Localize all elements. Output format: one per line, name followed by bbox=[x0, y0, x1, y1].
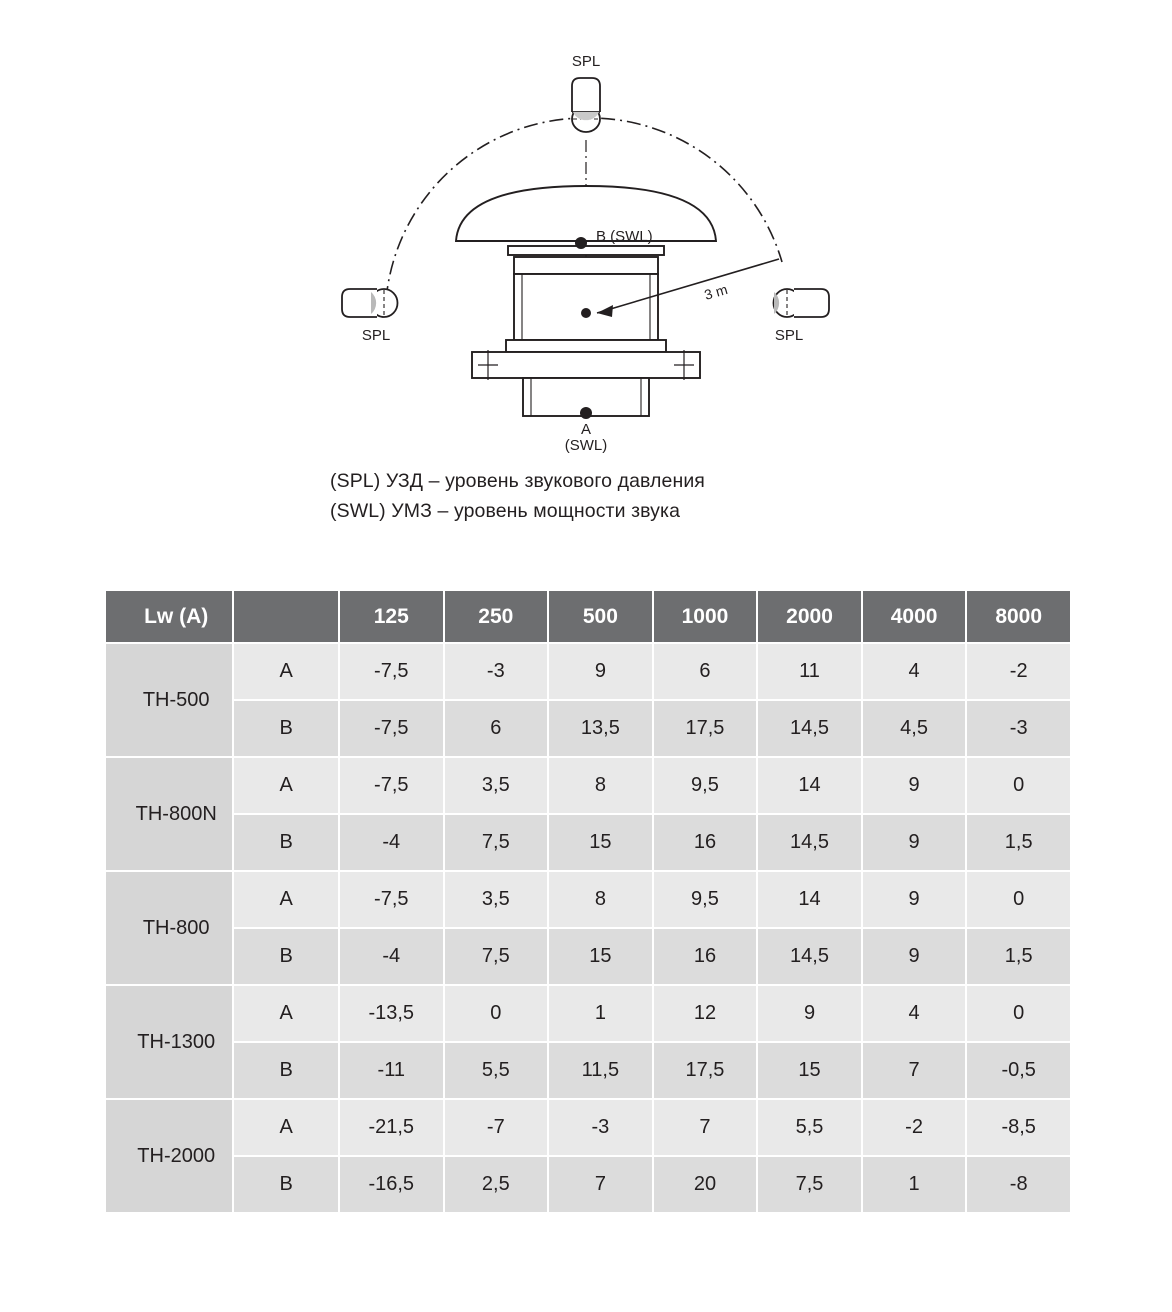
value-cell: 5,5 bbox=[445, 1043, 548, 1098]
value-cell: -8 bbox=[967, 1157, 1070, 1212]
table-row bbox=[106, 1157, 1070, 1212]
value-cell: -7,5 bbox=[340, 758, 443, 813]
value-cell: 7,5 bbox=[445, 929, 548, 984]
measure-point-cell: A bbox=[234, 644, 338, 699]
header-freq-4000: 4000 bbox=[863, 591, 966, 642]
value-cell: 14 bbox=[758, 872, 861, 927]
table-row bbox=[106, 1043, 1070, 1098]
value-cell: 9,5 bbox=[654, 758, 757, 813]
label-b-swl: B (SWL) bbox=[596, 228, 653, 245]
value-cell: -13,5 bbox=[340, 986, 443, 1041]
value-cell: 9 bbox=[863, 929, 966, 984]
measure-point-cell: B bbox=[234, 1043, 338, 1098]
value-cell: 7,5 bbox=[758, 1157, 861, 1212]
value-cell: 11,5 bbox=[549, 1043, 652, 1098]
header-lw-a: Lw (A) bbox=[106, 591, 232, 642]
value-cell: 5,5 bbox=[758, 1100, 861, 1155]
value-cell: 11 bbox=[758, 644, 861, 699]
value-cell: -7,5 bbox=[340, 644, 443, 699]
value-cell: 9 bbox=[758, 986, 861, 1041]
measure-point-cell: B bbox=[234, 929, 338, 984]
table-body bbox=[106, 644, 1070, 1212]
value-cell: 17,5 bbox=[654, 701, 757, 756]
noise-data-table bbox=[104, 589, 1072, 1214]
value-cell: -7 bbox=[445, 1100, 548, 1155]
header-freq-1000: 1000 bbox=[654, 591, 757, 642]
value-cell: 12 bbox=[654, 986, 757, 1041]
value-cell: 17,5 bbox=[654, 1043, 757, 1098]
table-row bbox=[106, 644, 1070, 699]
label-a-swl: (SWL) bbox=[564, 437, 608, 454]
model-name-cell: TH-800N bbox=[106, 758, 232, 870]
legend-line-spl: (SPL) УЗД – уровень звукового давления bbox=[330, 470, 705, 492]
table-row bbox=[106, 758, 1070, 813]
microphone-left bbox=[342, 289, 398, 317]
microphone-right bbox=[774, 289, 830, 317]
header-freq-8000: 8000 bbox=[967, 591, 1070, 642]
value-cell: 9,5 bbox=[654, 872, 757, 927]
value-cell: 2,5 bbox=[445, 1157, 548, 1212]
label-spl-top: SPL bbox=[571, 53, 601, 70]
header-freq-125: 125 bbox=[340, 591, 443, 642]
value-cell: 0 bbox=[967, 758, 1070, 813]
value-cell: 4 bbox=[863, 986, 966, 1041]
model-name-cell: TH-1300 bbox=[106, 986, 232, 1098]
table-row bbox=[106, 701, 1070, 756]
value-cell: -4 bbox=[340, 929, 443, 984]
roof-fan-unit bbox=[456, 186, 716, 416]
legend-line-swl: (SWL) УМЗ – уровень мощности звука bbox=[330, 500, 681, 522]
measure-point-cell: A bbox=[234, 986, 338, 1041]
label-a: A bbox=[580, 421, 592, 438]
table-header-row bbox=[106, 591, 1070, 642]
value-cell: 7 bbox=[654, 1100, 757, 1155]
value-cell: -2 bbox=[967, 644, 1070, 699]
value-cell: 13,5 bbox=[549, 701, 652, 756]
model-name-cell: TH-500 bbox=[106, 644, 232, 756]
table-row bbox=[106, 986, 1070, 1041]
value-cell: 16 bbox=[654, 929, 757, 984]
value-cell: 0 bbox=[967, 986, 1070, 1041]
value-cell: -16,5 bbox=[340, 1157, 443, 1212]
header-freq-500: 500 bbox=[549, 591, 652, 642]
value-cell: -0,5 bbox=[967, 1043, 1070, 1098]
value-cell: 15 bbox=[758, 1043, 861, 1098]
measure-point-cell: B bbox=[234, 815, 338, 870]
value-cell: 8 bbox=[549, 872, 652, 927]
value-cell: 14 bbox=[758, 758, 861, 813]
value-cell: 20 bbox=[654, 1157, 757, 1212]
value-cell: 9 bbox=[863, 758, 966, 813]
roof-fan-acoustic-diagram bbox=[0, 0, 1172, 540]
header-freq-2000: 2000 bbox=[758, 591, 861, 642]
value-cell: -21,5 bbox=[340, 1100, 443, 1155]
value-cell: 9 bbox=[863, 815, 966, 870]
table-row bbox=[106, 929, 1070, 984]
value-cell: 1 bbox=[863, 1157, 966, 1212]
value-cell: 4 bbox=[863, 644, 966, 699]
value-cell: 15 bbox=[549, 815, 652, 870]
value-cell: 1 bbox=[549, 986, 652, 1041]
value-cell: -2 bbox=[863, 1100, 966, 1155]
table-row bbox=[106, 815, 1070, 870]
measure-point-cell: A bbox=[234, 1100, 338, 1155]
label-spl-left: SPL bbox=[361, 327, 391, 344]
diagram-container bbox=[0, 0, 1172, 540]
center-point bbox=[581, 308, 591, 318]
value-cell: 14,5 bbox=[758, 701, 861, 756]
value-cell: -3 bbox=[549, 1100, 652, 1155]
table-row bbox=[106, 872, 1070, 927]
value-cell: -4 bbox=[340, 815, 443, 870]
value-cell: 7 bbox=[549, 1157, 652, 1212]
measure-point-cell: A bbox=[234, 872, 338, 927]
value-cell: -7,5 bbox=[340, 872, 443, 927]
value-cell: 15 bbox=[549, 929, 652, 984]
value-cell: 6 bbox=[445, 701, 548, 756]
header-freq-250: 250 bbox=[445, 591, 548, 642]
value-cell: 6 bbox=[654, 644, 757, 699]
value-cell: 4,5 bbox=[863, 701, 966, 756]
value-cell: 14,5 bbox=[758, 815, 861, 870]
measure-point-cell: B bbox=[234, 701, 338, 756]
value-cell: 0 bbox=[967, 872, 1070, 927]
value-cell: 16 bbox=[654, 815, 757, 870]
value-cell: -3 bbox=[967, 701, 1070, 756]
value-cell: 7,5 bbox=[445, 815, 548, 870]
header-blank bbox=[234, 591, 338, 642]
measure-point-cell: A bbox=[234, 758, 338, 813]
label-spl-right: SPL bbox=[774, 327, 804, 344]
value-cell: 8 bbox=[549, 758, 652, 813]
microphone-top bbox=[572, 78, 600, 132]
table-row bbox=[106, 1100, 1070, 1155]
value-cell: 9 bbox=[863, 872, 966, 927]
value-cell: 1,5 bbox=[967, 815, 1070, 870]
point-b-marker bbox=[575, 237, 587, 249]
legend-block bbox=[330, 466, 705, 526]
model-name-cell: TH-800 bbox=[106, 872, 232, 984]
value-cell: -8,5 bbox=[967, 1100, 1070, 1155]
value-cell: 1,5 bbox=[967, 929, 1070, 984]
label-distance: 3 m bbox=[702, 281, 730, 303]
value-cell: -11 bbox=[340, 1043, 443, 1098]
noise-data-table-container bbox=[104, 589, 1072, 1214]
value-cell: 7 bbox=[863, 1043, 966, 1098]
value-cell: 0 bbox=[445, 986, 548, 1041]
value-cell: -7,5 bbox=[340, 701, 443, 756]
value-cell: 9 bbox=[549, 644, 652, 699]
value-cell: 14,5 bbox=[758, 929, 861, 984]
point-a-marker bbox=[580, 407, 592, 419]
measure-point-cell: B bbox=[234, 1157, 338, 1212]
model-name-cell: TH-2000 bbox=[106, 1100, 232, 1212]
value-cell: 3,5 bbox=[445, 872, 548, 927]
value-cell: 3,5 bbox=[445, 758, 548, 813]
value-cell: -3 bbox=[445, 644, 548, 699]
